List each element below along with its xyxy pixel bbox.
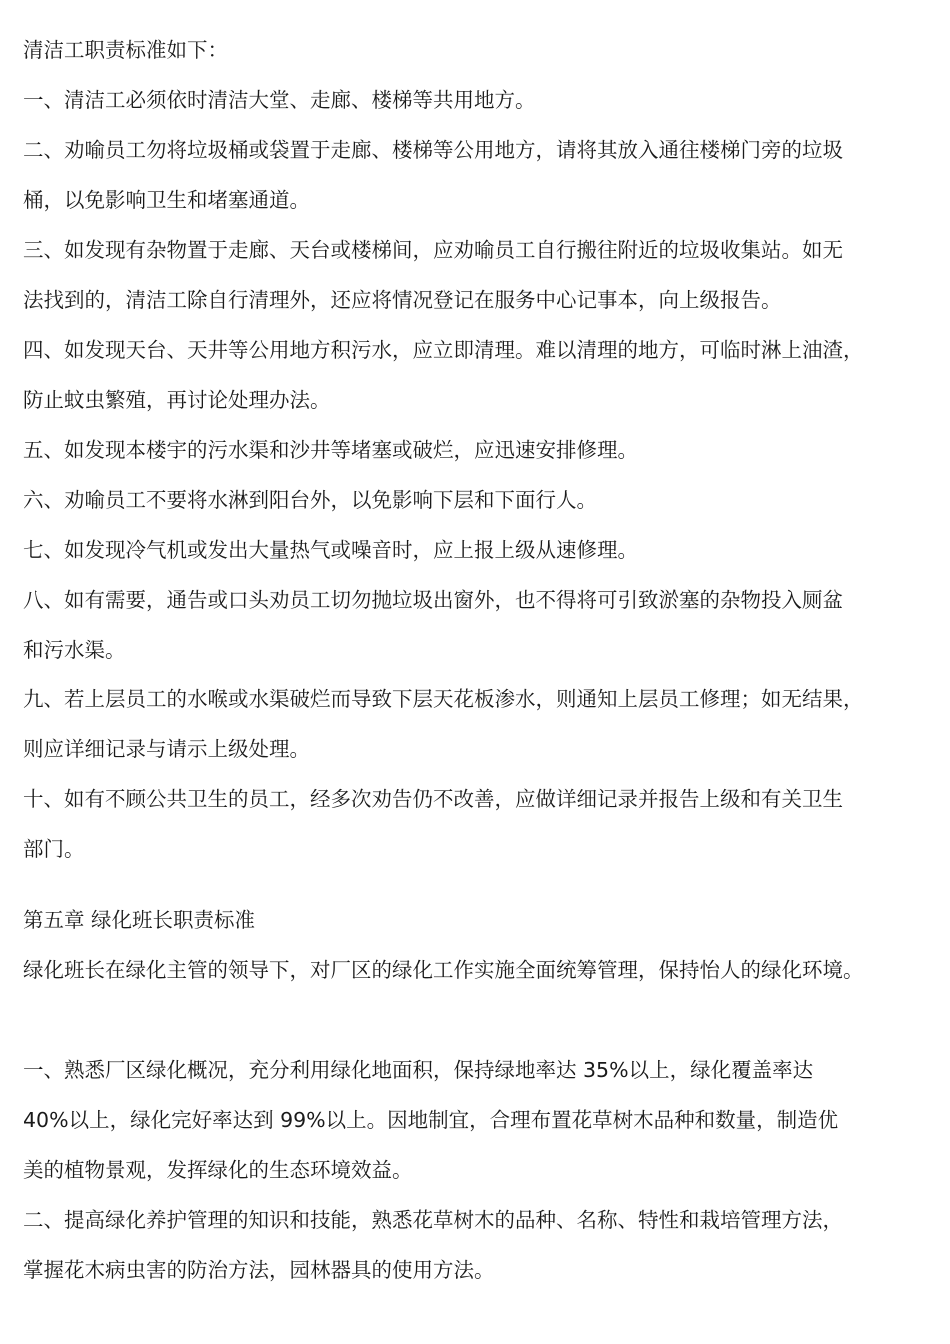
item-7-line-1: 七、如发现冷气机或发出大量热气或噪音时，应上报上级从速修理。	[23, 538, 638, 562]
item-10-line-2: 部门。	[23, 837, 85, 861]
item-4-line-1: 四、如发现天台、天井等公用地方积污水，应立即清理。难以清理的地方，可临时淋上油渣，	[23, 338, 864, 362]
intro-line: 清洁工职责标准如下：	[23, 38, 228, 62]
chapter-item-2-line-1: 二、提高绿化养护管理的知识和技能，熟悉花草树木的品种、名称、特性和栽培管理方法，	[23, 1208, 843, 1232]
chapter-item-1-line-1: 一、熟悉厂区绿化概况，充分利用绿化地面积，保持绿地率达 35%以上，绿化覆盖率达	[23, 1058, 814, 1082]
chapter-intro: 绿化班长在绿化主管的领导下，对厂区的绿化工作实施全面统筹管理，保持怡人的绿化环境。	[23, 958, 864, 982]
item-9-line-2: 则应详细记录与请示上级处理。	[23, 737, 310, 761]
item-2-line-1: 二、劝喻员工勿将垃圾桶或袋置于走廊、楼梯等公用地方，请将其放入通往楼梯门旁的垃圾	[23, 138, 843, 162]
item-9-line-1: 九、若上层员工的水喉或水渠破烂而导致下层天花板渗水，则通知上层员工修理；如无结果，	[23, 687, 864, 711]
chapter-item-1-line-2: 40%以上，绿化完好率达到 99%以上。因地制宜，合理布置花草树木品种和数量，制造优	[23, 1108, 839, 1132]
item-3-line-1: 三、如发现有杂物置于走廊、天台或楼梯间，应劝喻员工自行搬往附近的垃圾收集站。如无	[23, 238, 843, 262]
item-5-line-1: 五、如发现本楼宇的污水渠和沙井等堵塞或破烂，应迅速安排修理。	[23, 438, 638, 462]
item-1-line-1: 一、清洁工必须依时清洁大堂、走廊、楼梯等共用地方。	[23, 88, 536, 112]
item-8-line-1: 八、如有需要，通告或口头劝员工切勿抛垃圾出窗外，也不得将可引致淤塞的杂物投入厕盆	[23, 588, 843, 612]
item-8-line-2: 和污水渠。	[23, 638, 126, 662]
item-10-line-1: 十、如有不顾公共卫生的员工，经多次劝告仍不改善，应做详细记录并报告上级和有关卫生	[23, 787, 843, 811]
chapter-item-1-line-3: 美的植物景观，发挥绿化的生态环境效益。	[23, 1158, 413, 1182]
chapter-item-2-line-2: 掌握花木病虫害的防治方法，园林器具的使用方法。	[23, 1258, 495, 1282]
item-2-line-2: 桶，以免影响卫生和堵塞通道。	[23, 188, 310, 212]
item-6-line-1: 六、劝喻员工不要将水淋到阳台外，以免影响下层和下面行人。	[23, 488, 597, 512]
item-3-line-2: 法找到的，清洁工除自行清理外，还应将情况登记在服务中心记事本，向上级报告。	[23, 288, 782, 312]
chapter-title: 第五章 绿化班长职责标准	[23, 908, 256, 932]
item-4-line-2: 防止蚊虫繁殖，再讨论处理办法。	[23, 388, 331, 412]
